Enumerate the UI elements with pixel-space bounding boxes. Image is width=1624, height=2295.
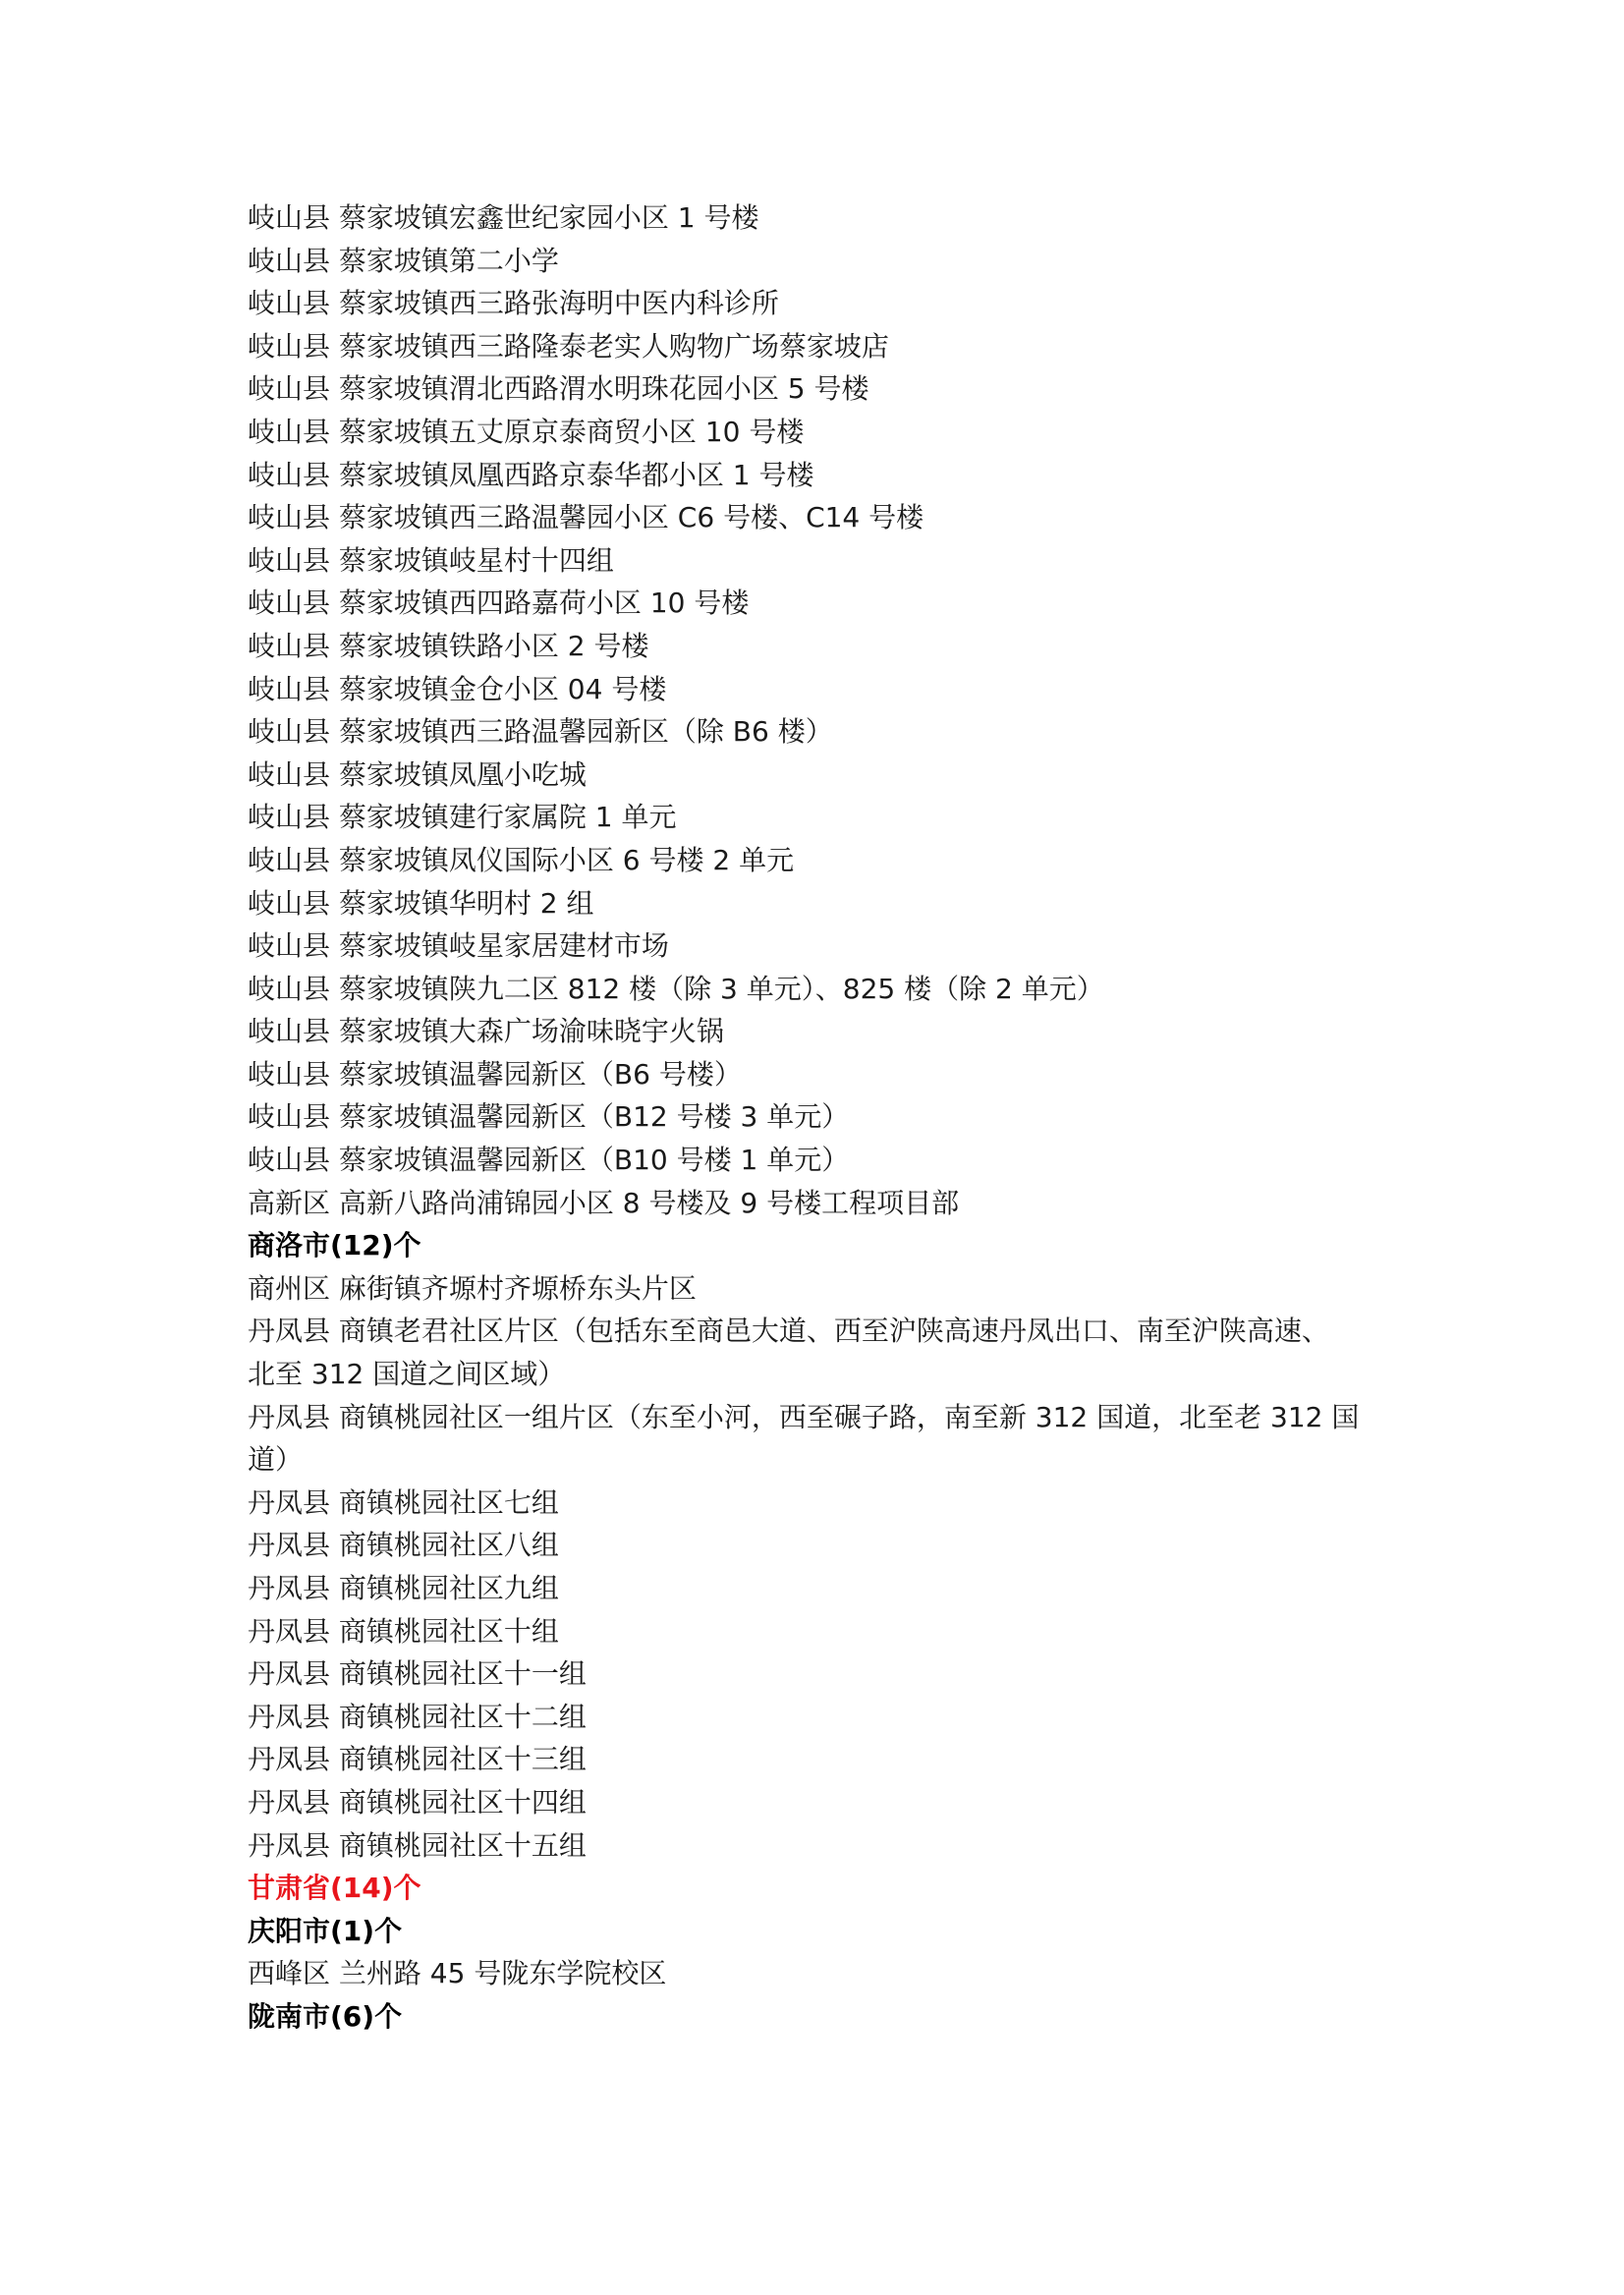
address-line: 岐山县 蔡家坡镇宏鑫世纪家园小区 1 号楼 [248,201,759,234]
address-line: 丹凤县 商镇桃园社区十组 [248,1614,559,1648]
address-line: 岐山县 蔡家坡镇华明村 2 组 [248,886,594,920]
address-line: 丹凤县 商镇老君社区片区（包括东至商邑大道、西至沪陕高速丹凤出口、南至沪陕高速、 [248,1315,1329,1348]
address-line: 岐山县 蔡家坡镇五丈原京泰商贸小区 10 号楼 [248,415,805,448]
address-line: 岐山县 蔡家坡镇凤仪国际小区 6 号楼 2 单元 [248,843,795,876]
city-heading: 陇南市(6)个 [248,1999,403,2033]
address-line: 岐山县 蔡家坡镇第二小学 [248,244,559,277]
address-line: 岐山县 蔡家坡镇建行家属院 1 单元 [248,801,677,834]
address-line: 丹凤县 商镇桃园社区十一组 [248,1657,587,1691]
address-line: 岐山县 蔡家坡镇岐星家居建材市场 [248,929,669,963]
address-line: 岐山县 蔡家坡镇温馨园新区（B12 号楼 3 单元） [248,1100,850,1134]
address-line: 岐山县 蔡家坡镇凤凰小吃城 [248,757,587,791]
address-line: 岐山县 蔡家坡镇温馨园新区（B10 号楼 1 单元） [248,1144,850,1177]
address-line: 丹凤县 商镇桃园社区十四组 [248,1785,587,1819]
province-heading: 甘肃省(14)个 [248,1872,421,1905]
address-line: 岐山县 蔡家坡镇金仓小区 04 号楼 [248,672,667,705]
address-line: 岐山县 蔡家坡镇岐星村十四组 [248,543,614,577]
address-line: 西峰区 兰州路 45 号陇东学院校区 [248,1957,667,1990]
address-line: 丹凤县 商镇桃园社区九组 [248,1572,559,1604]
address-list [248,196,1407,2039]
address-line: 岐山县 蔡家坡镇大森广场渝味晓宇火锅 [248,1015,724,1048]
address-line: 岐山县 蔡家坡镇温馨园新区（B6 号楼） [248,1057,742,1091]
address-line: 丹凤县 商镇桃园社区七组 [248,1485,559,1519]
address-line: 丹凤县 商镇桃园社区十二组 [248,1700,587,1733]
address-line: 丹凤县 商镇桃园社区十三组 [248,1743,587,1776]
address-line: 岐山县 蔡家坡镇铁路小区 2 号楼 [248,629,649,662]
address-line: 岐山县 蔡家坡镇陕九二区 812 楼（除 3 单元）、825 楼（除 2 单元） [248,972,1104,1005]
address-line: 道） [248,1443,304,1477]
address-line: 丹凤县 商镇桃园社区八组 [248,1529,559,1562]
city-heading: 庆阳市(1)个 [248,1914,403,1947]
address-line: 岐山县 蔡家坡镇西三路隆泰老实人购物广场蔡家坡店 [248,329,889,363]
address-line: 岐山县 蔡家坡镇西三路温馨园新区（除 B6 楼） [248,715,833,749]
address-line: 高新区 高新八路尚浦锦园小区 8 号楼及 9 号楼工程项目部 [248,1186,960,1219]
address-line: 岐山县 蔡家坡镇西三路温馨园小区 C6 号楼、C14 号楼 [248,501,924,534]
address-line: 岐山县 蔡家坡镇凤凰西路京泰华都小区 1 号楼 [248,458,814,491]
address-line: 商州区 麻街镇齐塬村齐塬桥东头片区 [248,1271,697,1305]
city-heading: 商洛市(12)个 [248,1229,421,1262]
address-line: 岐山县 蔡家坡镇西三路张海明中医内科诊所 [248,287,779,320]
address-line: 丹凤县 商镇桃园社区十五组 [248,1828,587,1862]
address-line: 丹凤县 商镇桃园社区一组片区（东至小河，西至碾子路，南至新 312 国道，北至老 312 国 [248,1400,1360,1433]
address-line: 岐山县 蔡家坡镇渭北西路渭水明珠花园小区 5 号楼 [248,372,869,406]
address-line: 岐山县 蔡家坡镇西四路嘉荷小区 10 号楼 [248,587,750,620]
address-line: 北至 312 国道之间区域） [248,1358,566,1391]
